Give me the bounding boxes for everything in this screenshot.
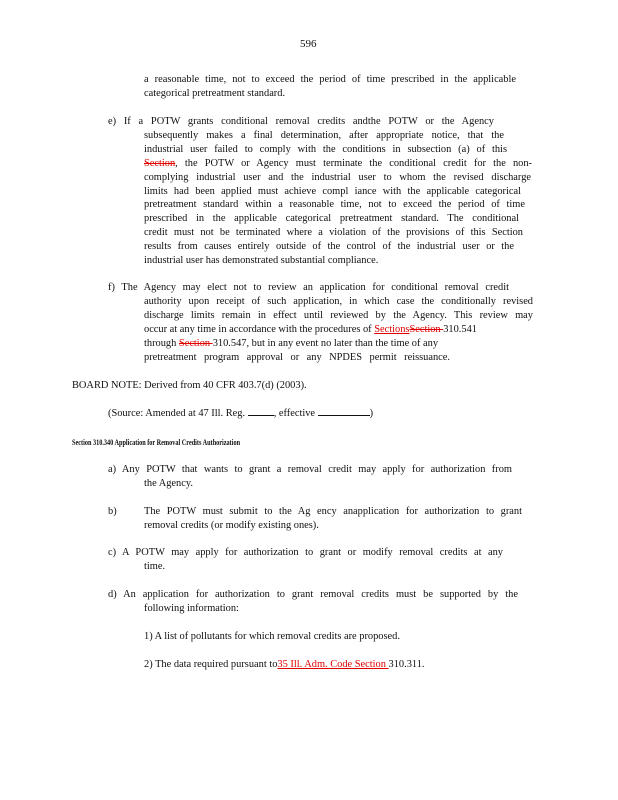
- paragraph-line: industrial user has demonstrated substantial compliance.: [144, 255, 379, 266]
- paragraph-line: credit must not be terminated where a violation of the provisions of this Section: [144, 227, 523, 238]
- paragraph-line: a) Any POTW that wants to grant a removal credit may apply for authorization from: [108, 464, 512, 475]
- paragraph-text: occur at any time in accordance with the procedures of: [144, 324, 375, 335]
- paragraph-line: f) The Agency may elect not to review an application for conditional removal credit: [108, 282, 509, 293]
- continuation-line: categorical pretreatment standard.: [144, 88, 286, 99]
- item-label: b): [108, 506, 117, 517]
- continuation-line: a reasonable time, not to exceed the period of time prescribed in the applicable: [144, 74, 516, 85]
- paragraph-text: 2) The data required pursuant to: [144, 659, 278, 670]
- paragraph-text: 310.541: [443, 324, 477, 335]
- paragraph-line: The POTW must submit to the Ag ency anapplication for authorization to grant: [144, 506, 522, 517]
- paragraph-line: [144, 337, 438, 351]
- paragraph-line: pretreatment standard within a reasonable time, not to exceed the period of time: [144, 199, 525, 210]
- source-text: (Source: Amended at 47 Ill. Reg.: [108, 408, 246, 419]
- blank-line: [248, 406, 274, 416]
- paragraph-text: through: [144, 338, 179, 349]
- paragraph-line: results from causes entirely outside of the control of the industrial user or the: [144, 241, 514, 252]
- list-item: [144, 658, 425, 672]
- deleted-text: Section: [144, 158, 176, 169]
- paragraph-line: c) A POTW may apply for authorization to grant or modify removal credits at any: [108, 547, 503, 558]
- paragraph-line: prescribed in the applicable categorical pretreatment standard. The conditional: [144, 213, 519, 224]
- paragraph-line: d) An application for authorization to grant removal credits must be supported by the: [108, 589, 518, 600]
- paragraph-text: 310.547, but in any event no later than the time of any: [212, 338, 439, 349]
- paragraph-line: removal credits (or modify existing ones).: [144, 520, 319, 531]
- paragraph-line: pretreatment program approval or any NPDES permit reissuance.: [144, 352, 450, 363]
- source-text: ): [369, 408, 374, 419]
- paragraph-line: following information:: [144, 603, 239, 614]
- paragraph-line: time.: [144, 561, 166, 572]
- deleted-text: Section: [409, 324, 444, 335]
- paragraph-line: [144, 157, 532, 171]
- paragraph-line: complying industrial user and the industrial user to whom the revised discharge: [144, 172, 531, 183]
- paragraph-text: 310.311.: [388, 659, 425, 670]
- source-text: , effective: [273, 408, 316, 419]
- paragraph-line: subsequently makes a final determination, after appropriate notice, that the: [144, 130, 504, 141]
- paragraph-line: e) If a POTW grants conditional removal credits andthe POTW or the Agency: [108, 116, 494, 127]
- paragraph-line: the Agency.: [144, 478, 193, 489]
- board-note: BOARD NOTE: Derived from 40 CFR 403.7(d) (2003).: [72, 380, 307, 391]
- inserted-text: 35 Ill. Adm. Code Section: [277, 659, 389, 670]
- paragraph-line: authority upon receipt of such application, in which case the conditionally revised: [144, 296, 533, 307]
- inserted-text: Sections: [374, 324, 410, 335]
- paragraph-text: , the POTW or Agency must terminate the conditional credit for the non-: [175, 158, 532, 169]
- paragraph-line: industrial user failed to comply with the conditions in subsection (a) of this: [144, 144, 507, 155]
- section-heading: Section 310.340 Application for Removal Credits Authorization: [72, 438, 241, 447]
- paragraph-line: discharge limits remain in effect until reviewed by the Agency. This review may: [144, 310, 533, 321]
- deleted-text: Section: [178, 338, 213, 349]
- paragraph-line: limits had been applied must achieve compl iance with the applicable categorical: [144, 186, 521, 197]
- paragraph-line: [144, 323, 477, 337]
- blank-line: [318, 406, 370, 416]
- source-note: [108, 406, 373, 421]
- list-item: 1) A list of pollutants for which removal credits are proposed.: [144, 631, 400, 642]
- page-number: 596: [300, 38, 317, 50]
